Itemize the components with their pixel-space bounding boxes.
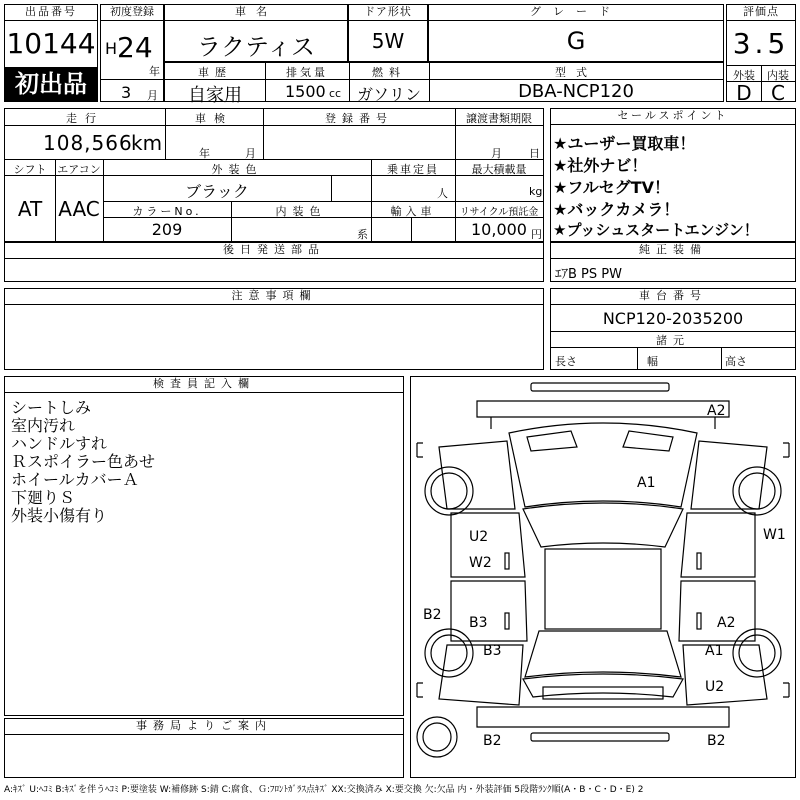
chassis-label: 車台番号 bbox=[551, 289, 795, 305]
spec-label: 諸元 bbox=[656, 334, 690, 347]
grade-label: グレード bbox=[429, 5, 723, 21]
transfer-month-unit: 月 bbox=[491, 147, 502, 160]
sales-point: ★プッシュスタートエンジン！ bbox=[553, 221, 759, 239]
office-box bbox=[4, 718, 404, 778]
inspector-line: ハンドルすれ bbox=[11, 434, 108, 453]
damage-mark: A1 bbox=[637, 475, 656, 491]
month-unit: 月 bbox=[147, 89, 158, 102]
sales-points-box bbox=[550, 108, 796, 242]
damage-mark: W2 bbox=[469, 555, 492, 571]
equipment-box bbox=[550, 242, 796, 282]
history-label: 車歴 bbox=[198, 66, 232, 79]
mid-box bbox=[4, 108, 544, 242]
exterior-color: ブラック bbox=[185, 182, 249, 201]
equipment-value: ｴｱB PS PW bbox=[555, 267, 622, 282]
inspector-line: 室内汚れ bbox=[11, 416, 76, 435]
lot-box bbox=[4, 4, 98, 102]
model-label: 型式 bbox=[555, 66, 597, 79]
inspector-line: シートしみ bbox=[11, 398, 92, 417]
damage-mark: A1 bbox=[705, 643, 724, 659]
registration-year: 24 bbox=[117, 31, 153, 64]
spec-row bbox=[164, 62, 724, 106]
first-listing-badge: 初出品 bbox=[5, 67, 97, 101]
chassis-box bbox=[550, 288, 796, 370]
height-label: 高さ bbox=[725, 355, 747, 368]
score-label: 評価点 bbox=[727, 5, 795, 21]
history: 自家用 bbox=[188, 85, 242, 106]
door-type: 5W bbox=[371, 29, 405, 53]
sales-point: ★社外ナビ！ bbox=[553, 156, 648, 175]
notes-box bbox=[4, 288, 544, 370]
shift-label: シフト bbox=[13, 163, 47, 176]
sales-points-label: セールスポイント bbox=[551, 109, 795, 125]
ac: AAC bbox=[58, 197, 100, 221]
inspector-line: Ｒスポイラー色あせ bbox=[11, 452, 156, 471]
era: H bbox=[105, 39, 118, 58]
door-label: ドア形状 bbox=[349, 5, 427, 21]
car-name: ラクティス bbox=[196, 33, 316, 61]
registration-label: 初度登録 bbox=[101, 5, 163, 21]
later-parts-label: 後日発送部品 bbox=[5, 243, 543, 259]
lot-label: 出品番号 bbox=[5, 5, 97, 21]
sales-point: ★バックカメラ！ bbox=[553, 200, 680, 219]
ac-label: エアコン bbox=[57, 163, 101, 176]
notes-label: 注意事項欄 bbox=[5, 289, 543, 305]
equipment-label: 純正装備 bbox=[551, 243, 795, 259]
name-box bbox=[164, 4, 348, 62]
length-label: 長さ bbox=[555, 355, 577, 368]
car-diagram bbox=[411, 377, 795, 777]
mileage-label: 走行 bbox=[66, 112, 104, 125]
damage-mark: U2 bbox=[705, 679, 725, 695]
damage-mark: B3 bbox=[483, 643, 502, 659]
door-box bbox=[348, 4, 428, 62]
inspection-month-unit: 月 bbox=[245, 147, 256, 160]
grade-box bbox=[428, 4, 724, 62]
lot-number: 10144 bbox=[6, 27, 96, 60]
fuel: ガソリン bbox=[356, 85, 421, 104]
ext-label: 外装 bbox=[733, 69, 755, 82]
damage-mark: A2 bbox=[717, 615, 736, 631]
int-label: 内装 bbox=[767, 69, 789, 82]
damage-mark: B2 bbox=[707, 733, 726, 749]
recycle-label: リサイクル預託金 bbox=[459, 207, 539, 218]
grade: G bbox=[566, 27, 586, 55]
transfer-day-unit: 日 bbox=[529, 147, 540, 160]
km-unit: km bbox=[131, 131, 163, 155]
damage-mark: W1 bbox=[763, 527, 786, 543]
width-label: 幅 bbox=[647, 355, 658, 368]
registration-box bbox=[100, 4, 164, 102]
import-label: 輸入車 bbox=[390, 205, 436, 218]
capacity-unit: 人 bbox=[437, 187, 448, 200]
sales-point: ★フルセグTV！ bbox=[553, 178, 671, 197]
office-label: 事務局よりご案内 bbox=[5, 719, 403, 735]
load-label: 最大積載量 bbox=[471, 163, 527, 176]
displacement: 1500 bbox=[285, 82, 326, 101]
damage-mark: U2 bbox=[469, 529, 489, 545]
inspector-label: 検査員記入欄 bbox=[5, 377, 403, 393]
damage-mark: A2 bbox=[707, 403, 726, 419]
inspector-box bbox=[4, 376, 404, 716]
yen-unit: 円 bbox=[531, 228, 542, 241]
model: DBA-NCP120 bbox=[518, 81, 634, 102]
inspection-year-unit: 年 bbox=[199, 147, 210, 160]
displacement-label: 排気量 bbox=[286, 66, 328, 79]
score: 3.5 bbox=[732, 27, 790, 60]
score-box bbox=[726, 4, 796, 105]
car-diagram-box bbox=[410, 376, 796, 778]
color-no: 209 bbox=[151, 220, 183, 239]
transfer-label: 譲渡書類期限 bbox=[466, 112, 532, 125]
cc-unit: cc bbox=[329, 87, 342, 100]
color-no-label: カラーNo. bbox=[132, 205, 202, 218]
damage-mark: B2 bbox=[423, 607, 442, 623]
color-label: 外装色 bbox=[211, 163, 263, 176]
later-parts-box bbox=[4, 242, 544, 282]
inspector-line: 外装小傷有り bbox=[11, 506, 108, 525]
interior-color-label: 内装色 bbox=[275, 205, 327, 218]
recycle-fee: 10,000 bbox=[471, 220, 527, 239]
plate-label: 登録番号 bbox=[325, 112, 393, 125]
damage-mark: B2 bbox=[483, 733, 502, 749]
kei-unit: 系 bbox=[357, 228, 368, 241]
mileage: 108,566 bbox=[43, 131, 133, 155]
damage-mark: B3 bbox=[469, 615, 488, 631]
load-unit: kg bbox=[529, 185, 543, 198]
name-label: 車名 bbox=[165, 5, 347, 21]
capacity-label: 乗車定員 bbox=[387, 163, 439, 176]
shift: AT bbox=[17, 197, 43, 221]
year-unit: 年 bbox=[149, 65, 160, 78]
fuel-label: 燃料 bbox=[372, 66, 406, 79]
sales-point: ★ユーザー買取車！ bbox=[553, 134, 696, 153]
chassis-number: NCP120-2035200 bbox=[602, 309, 744, 328]
int-grade: C bbox=[771, 81, 785, 105]
legend-text: A:ｷｽﾞ U:ﾍｺﾐ B:ｷｽﾞを伴うﾍｺﾐ P:要塗装 W:補修跡 S:錆 C:腐食、Ｇ:ﾌﾛﾝﾄｶﾞﾗｽ点ｷｽﾞ XX:交換済み X:要交換 欠:欠品 内・外装評価 5段階ﾗﾝｸ順(A・B・C・D・E) 2 bbox=[4, 785, 644, 795]
inspector-line: 下廻りＳ bbox=[11, 488, 76, 507]
ext-grade: D bbox=[736, 81, 752, 105]
inspection-label: 車検 bbox=[195, 112, 233, 125]
registration-month: 3 bbox=[121, 83, 132, 102]
inspector-line: ホイールカバーＡ bbox=[11, 470, 139, 489]
